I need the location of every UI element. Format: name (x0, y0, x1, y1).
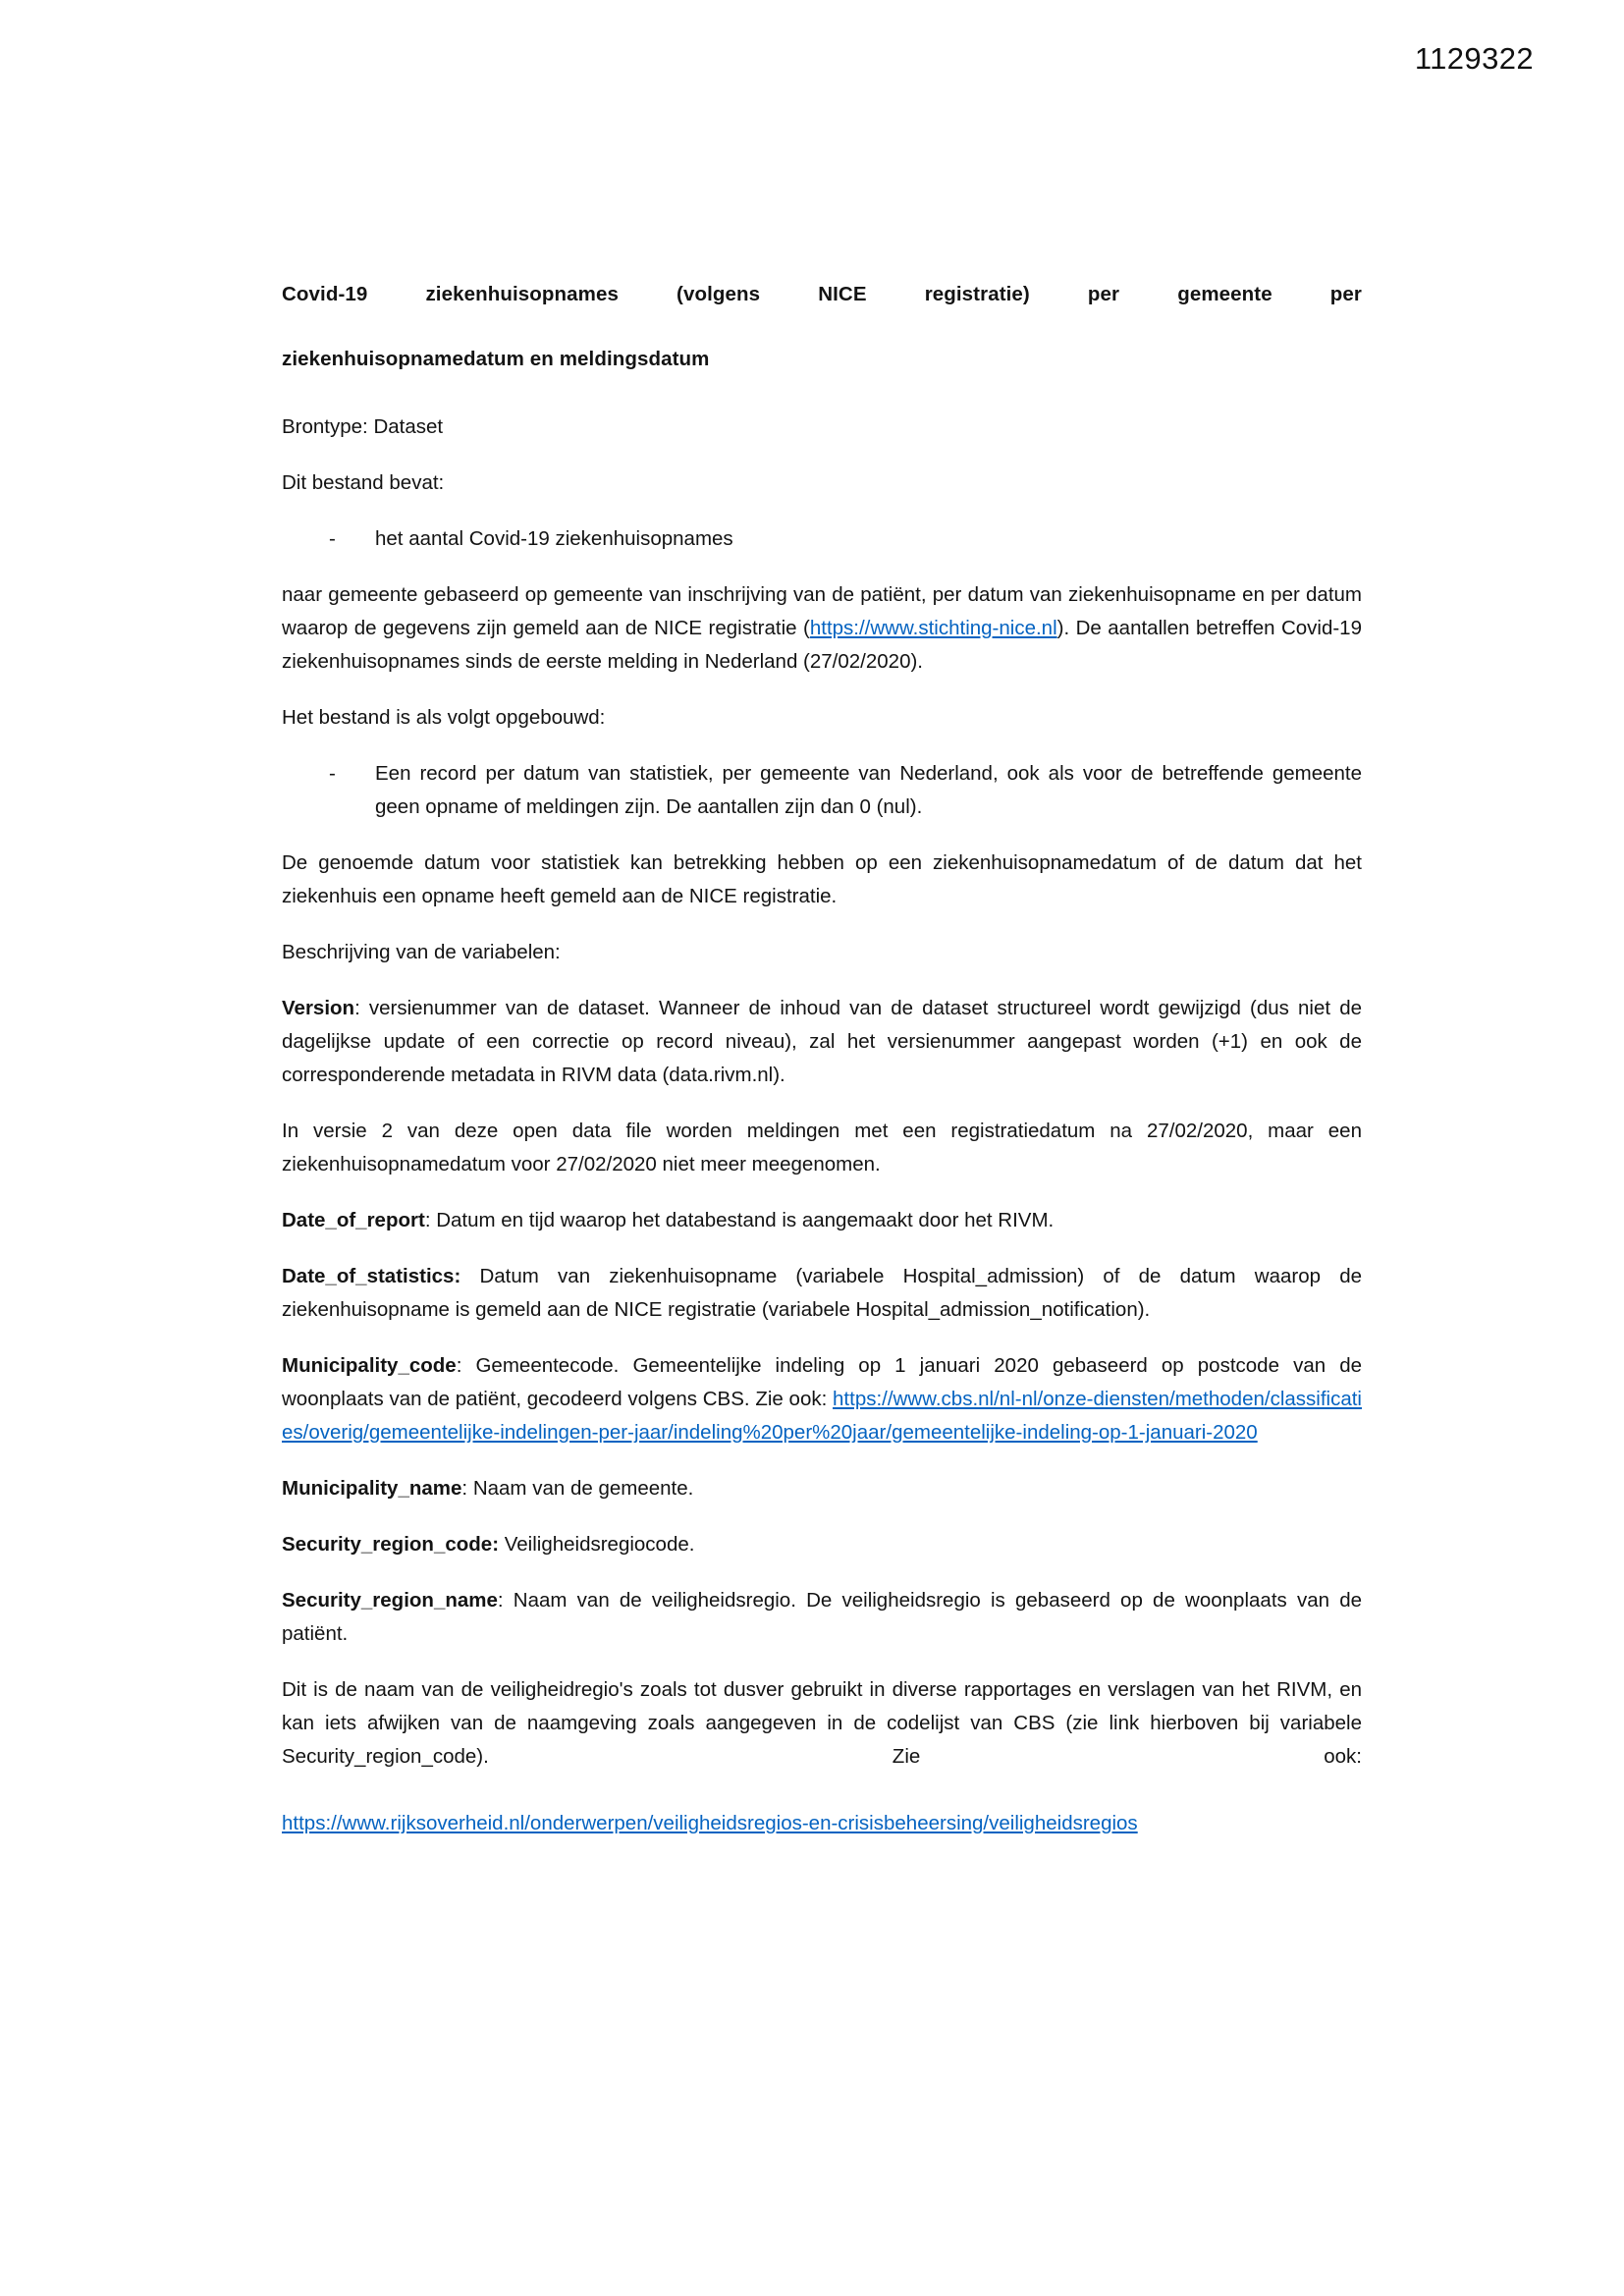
variable-label-version: Version (282, 997, 355, 1019)
paragraph-text-after-link: ). De aantallen betreffen Covid-19 ziekenhuisopnames sinds de eerste melding in Nederland (27/02/2020). (282, 617, 1362, 673)
link-stichting-nice[interactable]: https://www.stichting-nice.nl (809, 617, 1057, 639)
variable-label-date-of-statistics: Date_of_statistics: (282, 1265, 461, 1287)
variable-label-security-region-name: Security_region_name (282, 1589, 498, 1612)
document-number: 1129322 (1414, 41, 1534, 76)
variable-security-region-code (282, 1528, 1362, 1561)
bullet-text: Een record per datum van statistiek, per gemeente van Nederland, ook als voor de betreffende gemeente geen opname of meldingen zijn. De aantallen zijn dan 0 (nul). (375, 762, 1362, 818)
variable-label-security-region-code: Security_region_code: (282, 1533, 500, 1556)
structure-intro-line: Het bestand is als volgt opgebouwd: (282, 706, 606, 729)
document-body (282, 278, 1362, 1863)
region-naming-note-text: Dit is de naam van de veiligheidregio's zoals tot dusver gebruikt in diverse rapportages en verslagen van het RIVM, en kan iets afwijken van de naamgeving zoals aangegeven in de codelijst van CBS (zie link hierboven bij variabele Security_region_code). Zie ook: (282, 1678, 1362, 1768)
variable-municipality-code (282, 1349, 1362, 1449)
variable-date-of-report (282, 1204, 1362, 1237)
page-title-line-2: ziekenhuisopnamedatum en meldingsdatum (282, 348, 710, 370)
variable-text-security-region-code: Veiligheidsregiocode. (499, 1533, 695, 1556)
paragraph-date-meaning: De genoemde datum voor statistiek kan betrekking hebben op een ziekenhuisopnamedatum of de datum dat het ziekenhuis een opname heeft gemeld aan de NICE registratie. (282, 851, 1362, 907)
paragraph-text-before-link: naar gemeente gebaseerd op gemeente van inschrijving van de patiënt, per datum van ziekenhuisopname en per datum waarop de gegevens zijn gemeld aan de NICE registratie ( (282, 583, 1362, 639)
link-cbs-gemeentelijke-indeling[interactable]: https://www.cbs.nl/nl-nl/onze-diensten/methoden/classificaties/overig/gemeentelijke-indelingen-per-jaar/indeling%20per%20jaar/gemeentelijke-indeling-op-1-januari-2020 (282, 1388, 1362, 1444)
variable-municipality-name (282, 1472, 1362, 1505)
variable-label-municipality-code: Municipality_code (282, 1354, 457, 1377)
variable-text-version: : versienummer van de dataset. Wanneer de inhoud van de dataset structureel wordt gewijzigd (dus niet de dagelijkse update of een correctie op record niveau), zal het versienummer aangepast worden (+1) en ook de corresponderende metadata in RIVM data (data.rivm.nl). (282, 997, 1362, 1086)
variable-text-date-of-report: : Datum en tijd waarop het databestand is aangemaakt door het RIVM. (424, 1209, 1055, 1231)
list-item (282, 757, 1362, 824)
variable-text-municipality-name: : Naam van de gemeente. (461, 1477, 694, 1500)
paragraph-version2-note: In versie 2 van deze open data file worden meldingen met een registratiedatum na 27/02/2020, maar een ziekenhuisopnamedatum voor 27/02/2020 niet meer meegenomen. (282, 1120, 1362, 1175)
variable-date-of-statistics (282, 1260, 1362, 1327)
variable-text-municipality-code: : Gemeentecode. Gemeentelijke indeling op 1 januari 2020 gebaseerd op postcode van de woonplaats van de patiënt, gecodeerd volgens CBS. Zie ook: (282, 1354, 1362, 1410)
paragraph-dataset-description (282, 578, 1362, 679)
page-title-line-1: Covid-19 ziekenhuisopnames (volgens NICE registratie) per gemeente per (282, 283, 1362, 305)
source-type-line: Brontype: Dataset (282, 415, 444, 438)
paragraph-region-naming-note (282, 1673, 1362, 1840)
bullet-dash: - (329, 527, 336, 550)
contains-intro-line: Dit bestand bevat: (282, 471, 445, 494)
bullet-dash: - (329, 762, 336, 785)
variable-text-security-region-name: : Naam van de veiligheidsregio. De veiligheidsregio is gebaseerd op de woonplaats van de patiënt. (282, 1589, 1362, 1645)
variable-version (282, 992, 1362, 1092)
variable-security-region-name (282, 1584, 1362, 1651)
list-item (282, 522, 1362, 556)
variable-label-municipality-name: Municipality_name (282, 1477, 462, 1500)
variable-text-date-of-statistics: Datum van ziekenhuisopname (variabele Hospital_admission) of de datum waarop de ziekenhuisopname is gemeld aan de NICE registratie (variabele Hospital_admission_notification). (282, 1265, 1362, 1321)
page-title (282, 278, 1362, 375)
variable-label-date-of-report: Date_of_report (282, 1209, 425, 1231)
variables-heading: Beschrijving van de variabelen: (282, 941, 561, 963)
bullet-text: het aantal Covid-19 ziekenhuisopnames (375, 527, 733, 550)
link-rijksoverheid-veiligheidsregios[interactable]: https://www.rijksoverheid.nl/onderwerpen/veiligheidsregios-en-crisisbeheersing/veiligheidsregios (282, 1812, 1138, 1834)
